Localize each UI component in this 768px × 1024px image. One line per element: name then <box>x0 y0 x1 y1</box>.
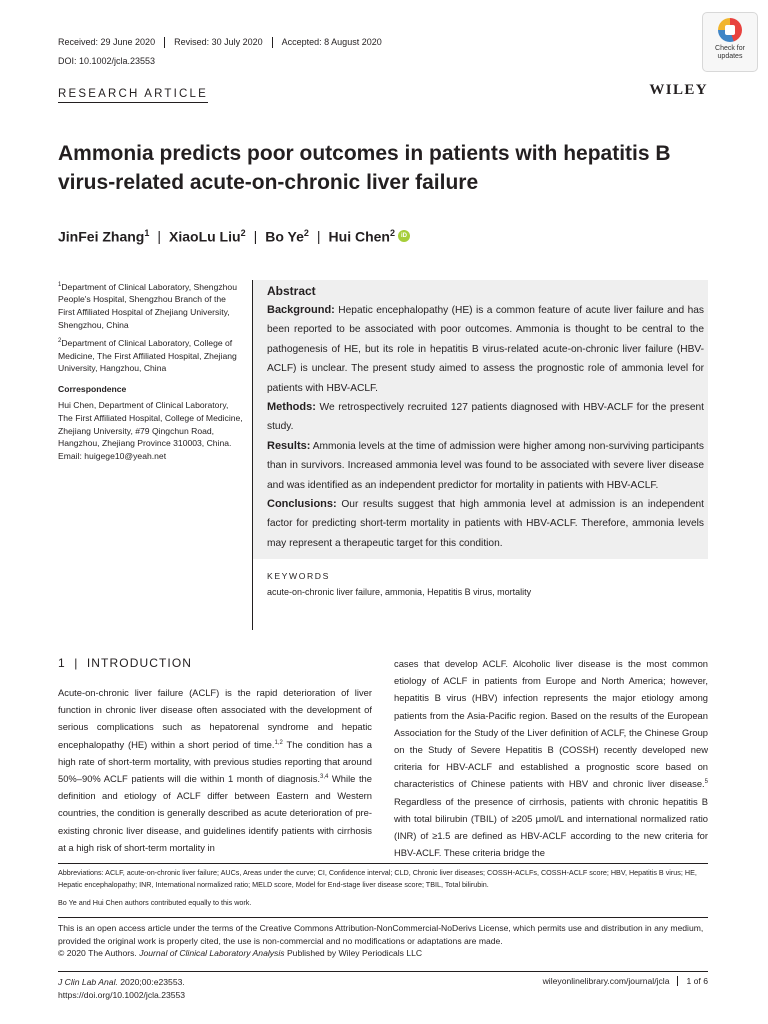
crossmark-line2: updates <box>717 53 743 60</box>
received-date: Received: 29 June 2020 <box>58 37 156 47</box>
body-column-left: Acute-on-chronic liver failure (ACLF) is the rapid deterioration of liver function in chronic liver disease often associated with the development of serious complications such as hepatorenal syndrome and hepatic encephalopathy (HE) within a short period of time.$^{1,2}$ The condition has a high rate of short-term mortality, with previous studies reporting that around 50%–90% ACLF patients will die within 1 month of diagnosis.$^{3,4}$ While the definition and etiology of ACLF differ between Eastern and Western countries, the condition is generally described as acute deterioration of pre-existing chronic liver disease, and guidelines identify patients with cirrhosis at a high risk of short-term mortality in <box>58 687 373 853</box>
journal-site <box>543 976 708 986</box>
affiliation-2: $^2$Department of Clinical Laboratory, College of Medicine, The First Affiliated Hospital, Zhejiang University, Hangzhou, China <box>58 338 237 374</box>
author-1[interactable]: JinFei Zhang$^1$ <box>58 228 150 245</box>
correspondence-address: Hui Chen, Department of Clinical Laboratory, The First Affiliated Hospital, College of Medicine, Zhejiang University, #79 Qingchun Road, Hangzhou, Zhejiang Province 310003, China. <box>58 400 243 449</box>
footer-divider <box>58 863 708 864</box>
correspondence-email[interactable]: Email: huigege10@yeah.net <box>58 450 167 461</box>
citation-ref[interactable]: 3,4 <box>320 773 329 780</box>
citation-divider <box>58 971 708 972</box>
citation-ref[interactable]: 5 <box>704 779 708 786</box>
affiliations <box>58 279 244 462</box>
abstract-heading: Abstract <box>267 284 316 298</box>
page-number: 1 of 6 <box>677 976 708 986</box>
accepted-date: Accepted: 8 August 2020 <box>272 37 391 48</box>
license-divider <box>58 917 708 918</box>
orcid-icon[interactable]: iD <box>398 230 410 242</box>
article-title: Ammonia predicts poor outcomes in patients with hepatitis B virus-related acute-on-chronic liver failure <box>58 142 671 194</box>
equal-contribution-note: Bo Ye and Hui Chen authors contributed equally to this work. <box>58 898 252 907</box>
abstract-background: Background: Hepatic encephalopathy (HE) is a common feature of acute liver failure and has been reported to be associated with poor outcomes. Ammonia is thought to be central to the pathogenesis of HE, but its role in hepatitis B virus-related acute-on-chronic liver failure (HBV-ACLF) is unclear. The present study aimed to assess the prognostic role of ammonia level for patients with HBV-ACLF. <box>267 304 704 394</box>
doi[interactable]: DOI: 10.1002/jcla.23553 <box>58 56 156 66</box>
publisher-logo: WILEY <box>649 82 708 98</box>
keywords: acute-on-chronic liver failure, ammonia, Hepatitis B virus, mortality <box>267 587 532 598</box>
license-text <box>58 922 708 960</box>
keywords-heading: KEYWORDS <box>267 571 330 582</box>
journal-url[interactable]: wileyonlinelibrary.com/journal/jcla <box>542 976 670 986</box>
body-column-right: cases that develop ACLF. Alcoholic liver disease is the most common etiology of ACLF in patients from Europe and North America; however, hepatitis B virus (HBV) infection represents the major etiology among patients from the Asia-Pacific region. Based on the results of the European Association for the Study of the Liver definition of ACLF, the Chinese Group on the Study of Severe Hepatitis B (COSSH) recently developed new criteria for HBV-ACLF and established a prognostic score based on characteristics of Chinese patients with HBV and chronic liver disease.$^5$ Regardless of the presence of cirrhosis, patients with chronic hepatitis B with total bilirubin (TBIL) of ≥205 μmol/L and international normalized ratio (INR) of ≥1.5 are defined as HBV-ACLF according to the new criteria for HBV-ACLF. These criteria bridge the <box>394 658 708 859</box>
abbreviations: Abbreviations: ACLF, acute-on-chronic liver failure; AUCs, Areas under the curve; CI, Confidence interval; CLD, Chronic liver diseases; COSSH-ACLFs, COSSH-ACLF score; HBV, Hepatitis B virus; HE, Hepatic encephalopathy; INR, International normalized ratio; MELD score, Model for End-stage liver disease score; TBIL, Total bilirubin. <box>58 868 697 889</box>
author-list: JinFei Zhang$^1$ | XiaoLu Liu$^2$ | Bo Ye$^2$ | Hui Chen$^2$ iD <box>58 228 410 245</box>
journal-citation: J Clin Lab Anal. 2020;00:e23553. https://doi.org/10.1002/jcla.23553 <box>58 977 186 1000</box>
abstract-conclusions: Conclusions: Our results suggest that high ammonia level at admission is an independent factor for predicting short-term mortality in patients with HBV-ACLF. Therefore, ammonia levels may represent a therapeutic target for this condition. <box>267 498 704 549</box>
article-dates <box>58 37 391 48</box>
abstract-methods: Methods: We retrospectively recruited 127 patients diagnosed with HBV-ACLF for the present study. <box>267 401 704 433</box>
revised-date: Revised: 30 July 2020 <box>164 37 272 48</box>
article-type: RESEARCH ARTICLE <box>58 88 208 103</box>
crossmark-line1: Check for <box>715 45 745 52</box>
license-statement: This is an open access article under the terms of the Creative Commons Attribution-NonCommercial-NoDerivs License, which permits use and distribution in any medium, provided the original work is properly cited, the use is non-commercial and no modifications or adaptations are made. <box>58 923 704 946</box>
abstract-section <box>252 280 708 630</box>
author-2[interactable]: XiaoLu Liu$^2$ <box>169 228 246 245</box>
check-for-updates-button[interactable] <box>702 12 758 72</box>
affiliation-1: $^1$Department of Clinical Laboratory, Shengzhou People's Hospital, Shengzhou Branch of the First Affiliated Hospital of Zhejiang University, Shengzhou, China <box>58 281 237 330</box>
author-3[interactable]: Bo Ye$^2$ <box>265 228 309 245</box>
citation-ref[interactable]: 1,2 <box>274 739 283 746</box>
abstract-results: Results: Ammonia levels at the time of admission were higher among non-surviving participants than in survivors. Increased ammonia level was found to be associated with severe liver disease and was identified as an independent predictor for mortality in patients with HBV-ACLF. <box>267 439 704 491</box>
author-4[interactable]: Hui Chen$^2$ <box>328 228 395 245</box>
correspondence-heading: Correspondence <box>58 383 127 394</box>
copyright: © 2020 The Authors. Journal of Clinical Laboratory Analysis Published by Wiley Periodicals LLC <box>58 948 423 959</box>
crossmark-icon <box>718 18 742 42</box>
section-heading-introduction: 1 | INTRODUCTION <box>58 656 193 670</box>
doi-link[interactable]: https://doi.org/10.1002/jcla.23553 <box>58 990 186 1000</box>
